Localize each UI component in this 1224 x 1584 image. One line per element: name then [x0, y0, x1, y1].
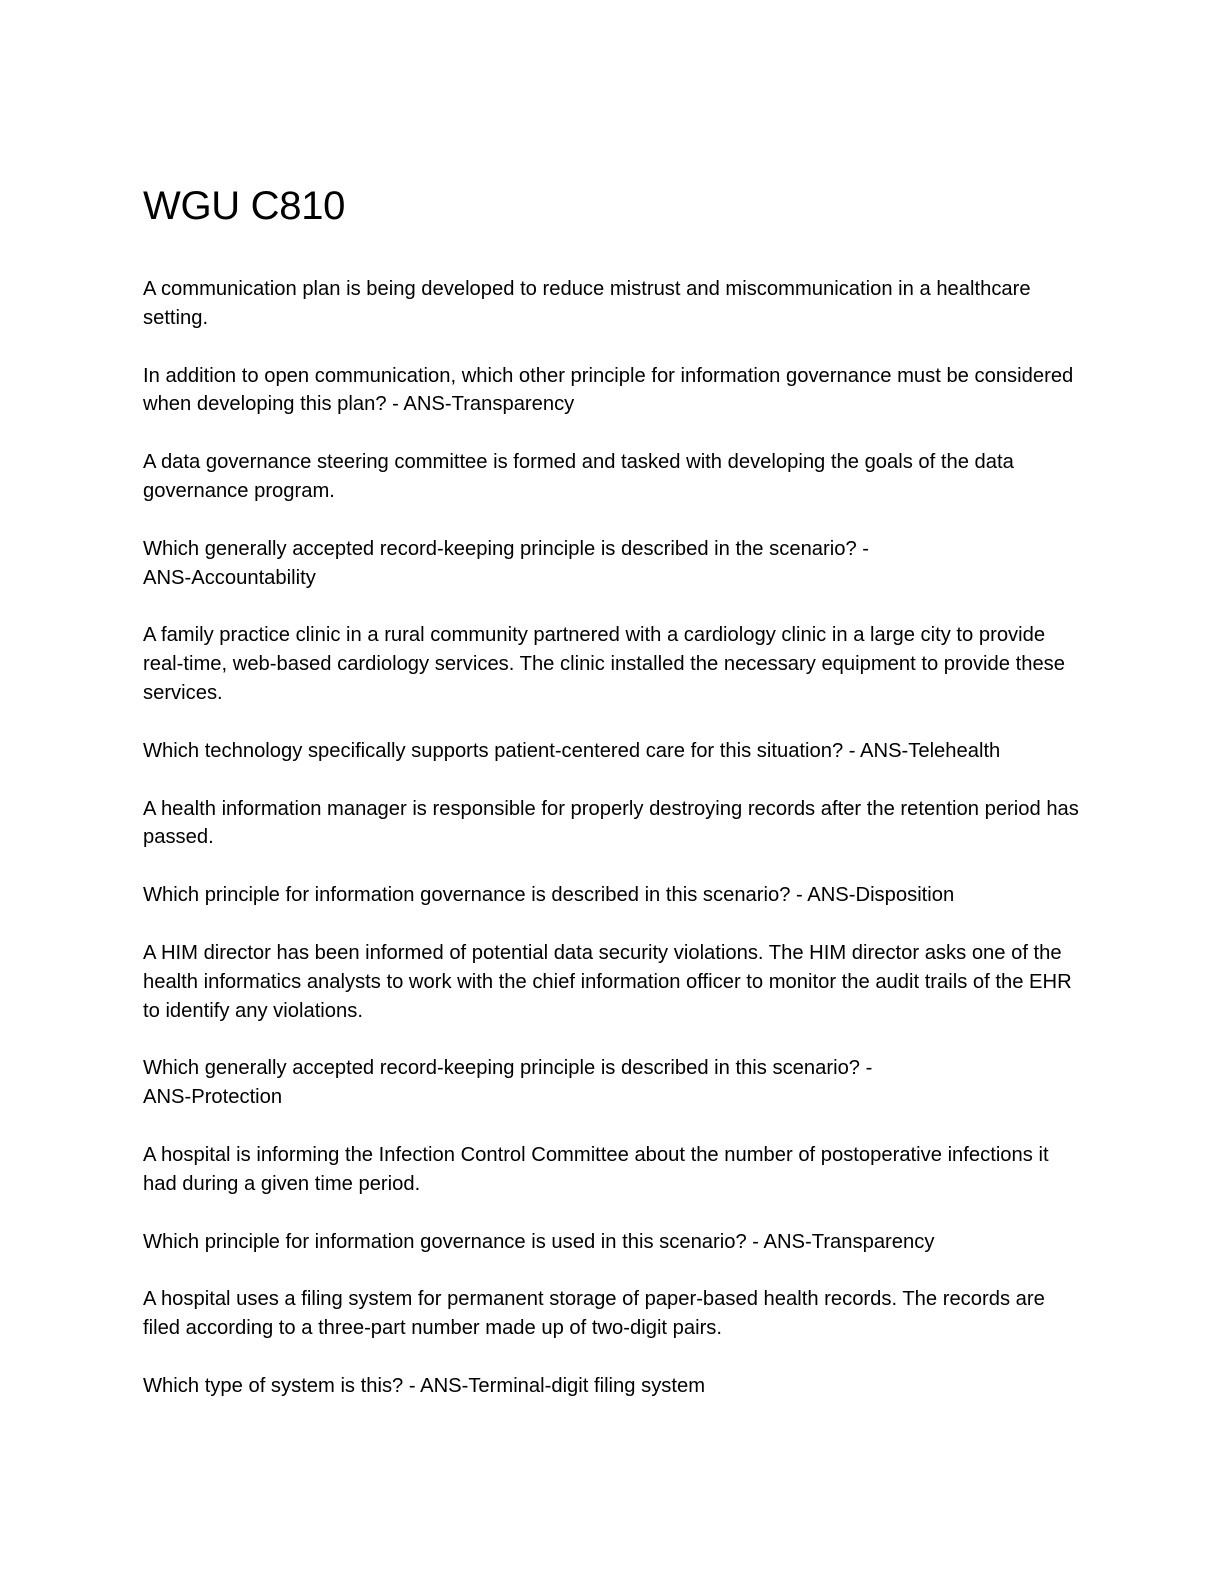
scenario-paragraph: A HIM director has been informed of potential data security violations. The HIM director asks one of the health informatics analysts to work with the chief information officer to monitor the audit trails of the EHR to identify any violations. [143, 941, 1072, 1022]
scenario-paragraph: A hospital is informing the Infection Control Committee about the number of postoperative infections it had during a given time period. [143, 1143, 1049, 1195]
scenario-paragraph: A communication plan is being developed to reduce mistrust and miscommunication in a healthcare setting. [143, 278, 1031, 329]
scenario-paragraph: A hospital uses a filing system for permanent storage of paper-based health records. The records are filed according to a three-part number made up of two-digit pairs. [143, 1288, 1045, 1340]
question-answer-paragraph: In addition to open communication, which other principle for information governance must be considered when developing this plan? - ANS-Transparency [143, 364, 1074, 416]
scenario-paragraph: A health information manager is responsible for properly destroying records after the retention period has passed. [143, 797, 1079, 849]
question-answer-paragraph: Which type of system is this? - ANS-Terminal-digit filing system [143, 1374, 706, 1397]
document-page [143, 178, 1083, 1430]
question-answer-paragraph: Which principle for information governance is used in this scenario? - ANS-Transparency [143, 1230, 935, 1253]
qa-list [143, 275, 1083, 1401]
question-answer-paragraph: Which technology specifically supports patient-centered care for this situation? - ANS-Telehealth [143, 739, 1001, 762]
document-title: WGU C810 [143, 184, 346, 228]
question-answer-paragraph: Which principle for information governance is described in this scenario? - ANS-Disposition [143, 884, 955, 907]
scenario-paragraph: A data governance steering committee is formed and tasked with developing the goals of the data governance program. [143, 451, 1014, 502]
question-answer-paragraph: Which generally accepted record-keeping principle is described in this scenario? - ANS-Protection [143, 1057, 873, 1109]
question-answer-paragraph: Which generally accepted record-keeping principle is described in the scenario? - ANS-Accountability [143, 537, 870, 589]
scenario-paragraph: A family practice clinic in a rural community partnered with a cardiology clinic in a large city to provide real-time, web-based cardiology services. The clinic installed the necessary equipment to provide these services. [143, 624, 1065, 704]
